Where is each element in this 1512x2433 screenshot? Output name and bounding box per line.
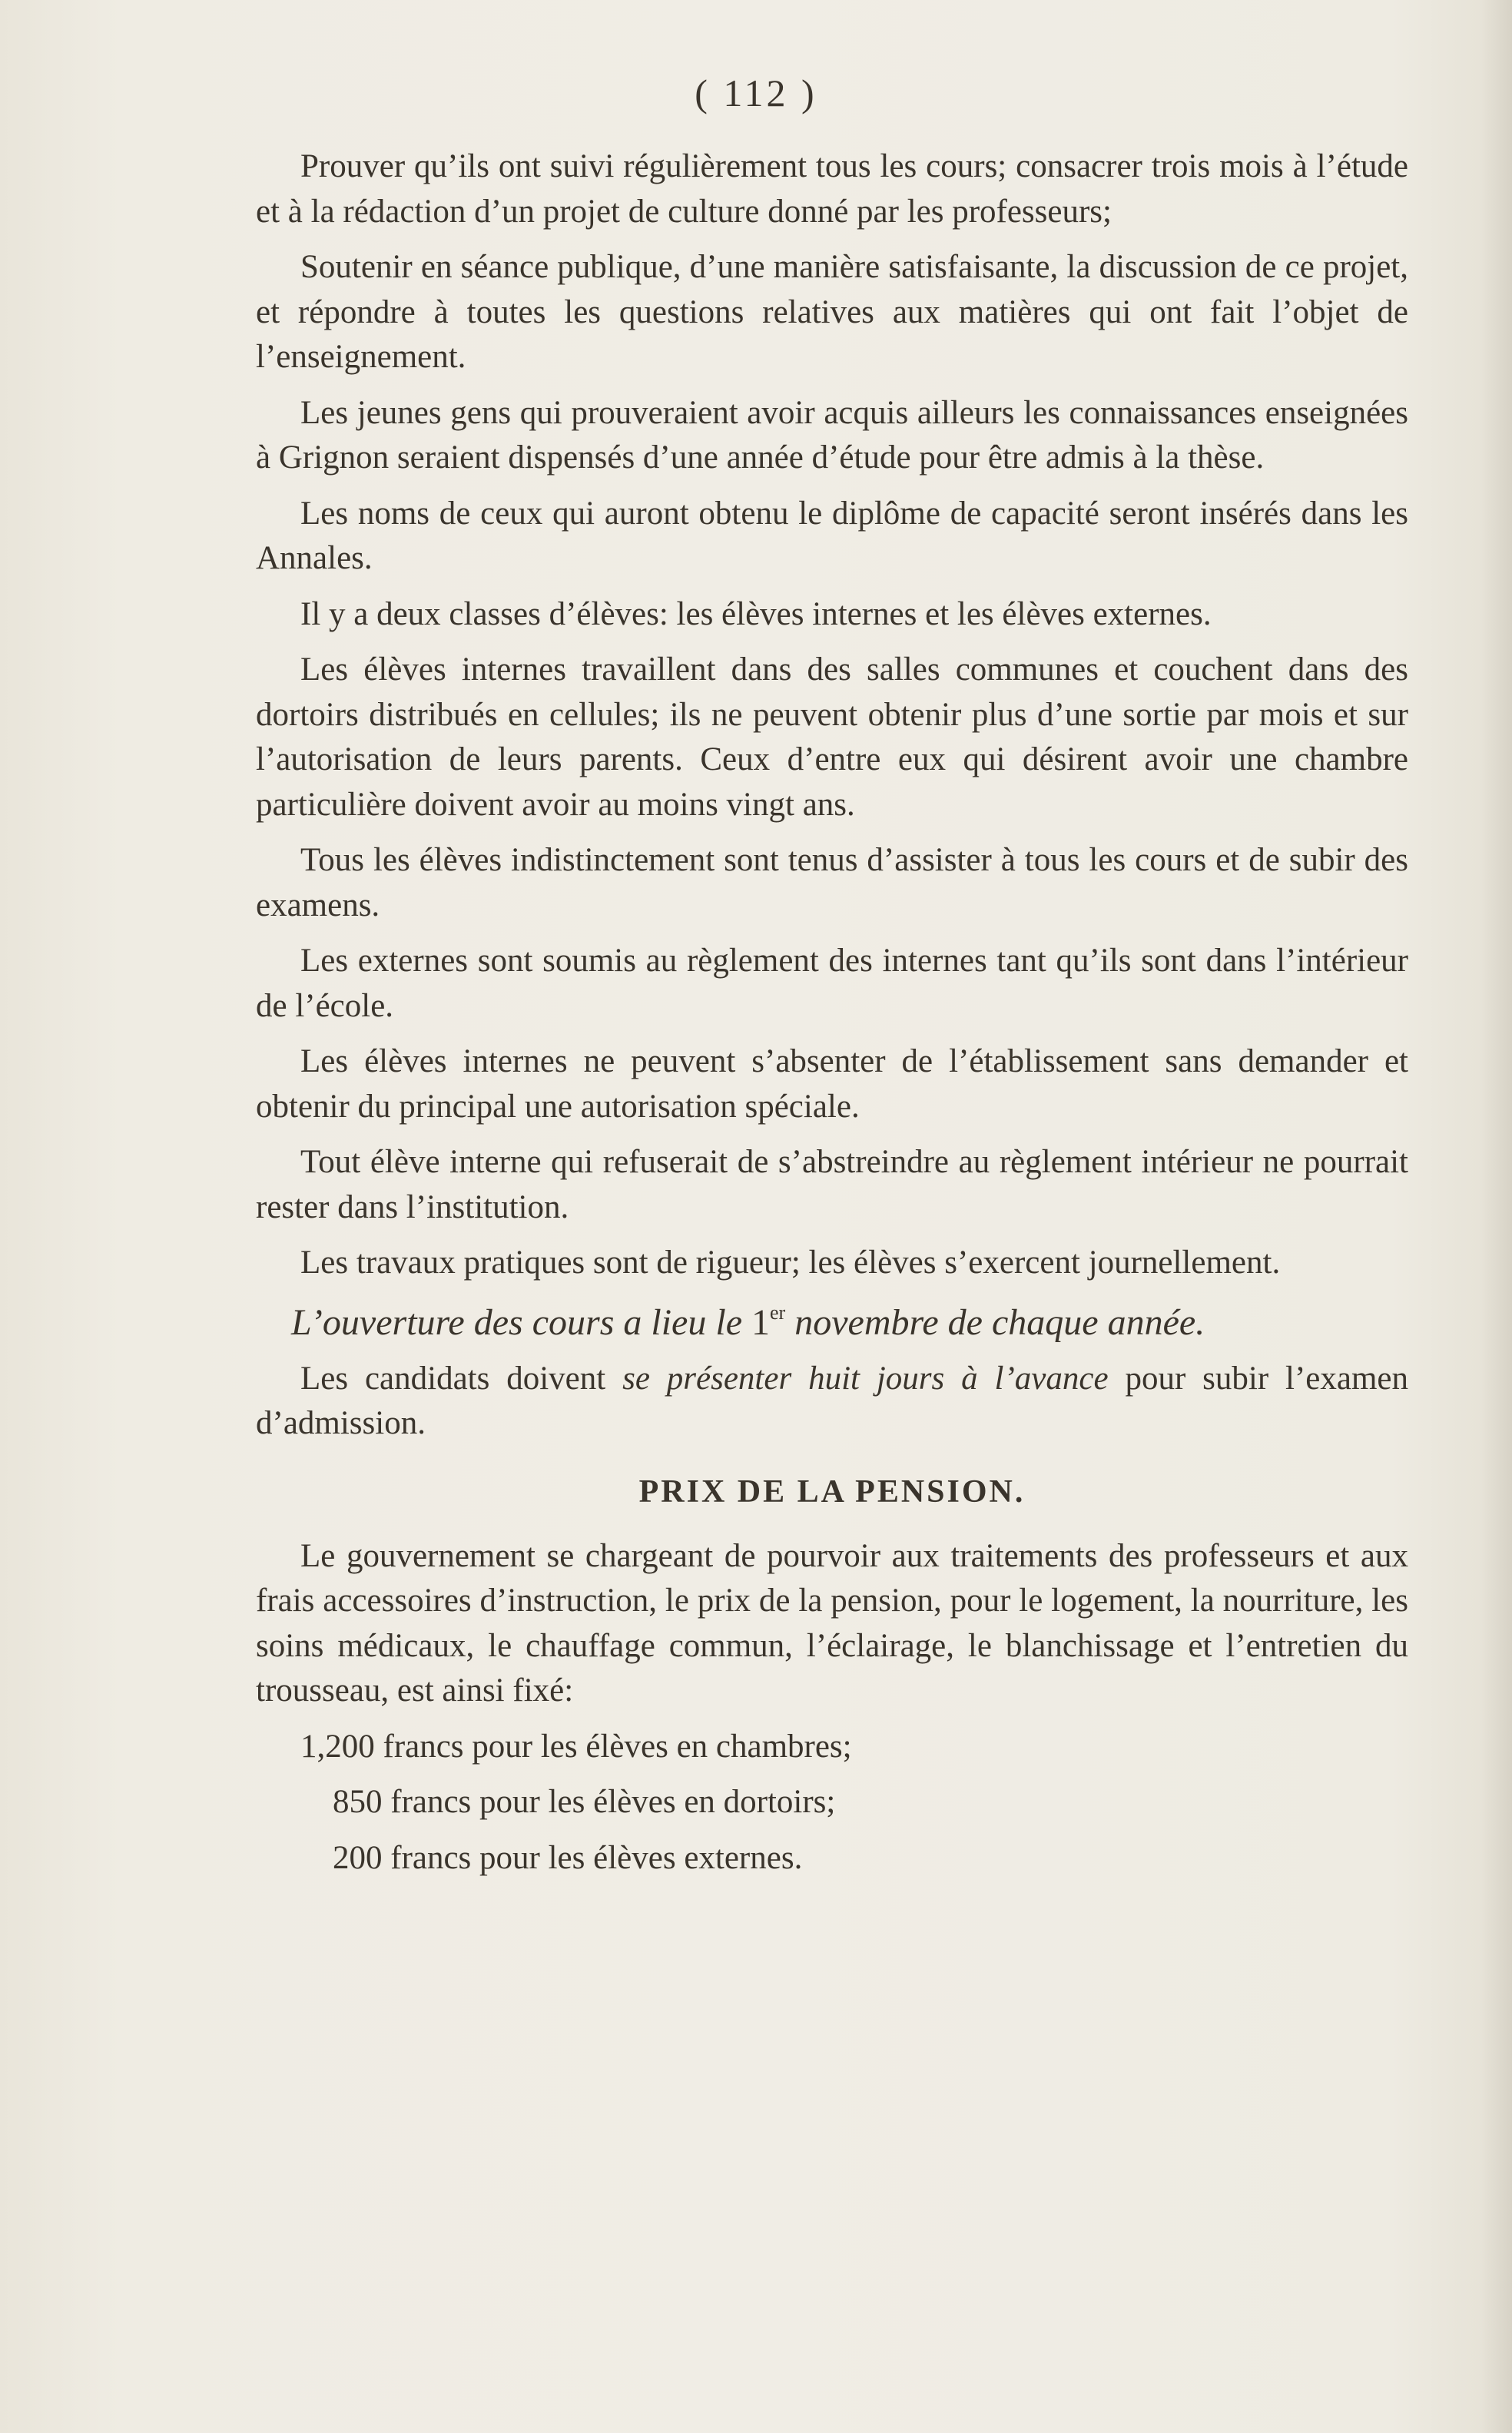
paragraph-public-defense: Soutenir en séance publique, d’une manière satisfaisante, la discussion de ce projet, et répondre à toutes les questions relatives aux matières qui ont fait l’objet de l’enseignement. [256, 249, 1408, 375]
opening-number: 1 [751, 1301, 770, 1343]
candidates-italic: se présenter huit jours à l’avance [622, 1360, 1109, 1397]
price-item-externes: 200 francs pour les élèves externes. [333, 1839, 803, 1876]
opening-before: L’ouverture des cours a lieu le [291, 1301, 751, 1343]
paragraph-internal-regulation: Tout élève interne qui refuserait de s’abstreindre au règlement intérieur ne pourrait rester dans l’institution. [256, 1144, 1408, 1225]
section-heading: PRIX DE LA PENSION. [638, 1473, 1026, 1510]
paragraph-internal-students: Les élèves internes travaillent dans des salles communes et couchent dans des dortoirs distribués en cellules; ils ne peuvent obtenir plus d’une sortie par mois et sur l’autorisation de leurs parents. Ceux d’entre eux qui désirent avoir une chambre particulière doivent avoir au moins vingt ans. [256, 651, 1408, 823]
paragraph-annales: Les noms de ceux qui auront obtenu le diplôme de capacité seront insérés dans les Annales. [256, 495, 1408, 576]
price-item-dortoirs: 850 francs pour les élèves en dortoirs; [333, 1784, 836, 1820]
page-number: ( 112 ) [695, 71, 817, 114]
opening-date-line [256, 1300, 1408, 1346]
paragraph-requirements: Prouver qu’ils ont suivi régulièrement tous les cours; consacrer trois mois à l’étude et à la rédaction d’un projet de culture donné par les professeurs; [256, 148, 1408, 230]
opening-superscript: er [770, 1301, 786, 1324]
page-text-block [256, 144, 1408, 1891]
paragraph-exemption: Les jeunes gens qui prouveraient avoir acquis ailleurs les connaissances enseignées à Grignon seraient dispensés d’une année d’étude pour être admis à la thèse. [256, 394, 1408, 476]
opening-after: novembre de chaque année. [785, 1301, 1205, 1343]
paragraph-practical-work: Les travaux pratiques sont de rigueur; les élèves s’exercent journellement. [300, 1245, 1281, 1281]
paragraph-student-classes: Il y a deux classes d’élèves: les élèves internes et les élèves externes. [300, 595, 1212, 632]
paragraph-external-rules: Les externes sont soumis au règlement des internes tant qu’ils sont dans l’intérieur de l’école. [256, 943, 1408, 1024]
paragraph-absence: Les élèves internes ne peuvent s’absenter de l’établissement sans demander et obtenir du principal une autorisation spéciale. [256, 1043, 1408, 1125]
candidates-before: Les candidats doivent [300, 1360, 623, 1397]
paragraph-candidates [256, 1357, 1408, 1447]
page-edge-shadow [1481, 0, 1512, 2433]
paragraph-attendance: Tous les élèves indistinctement sont tenus d’assister à tous les cours et de subir des examens. [256, 842, 1408, 923]
candidates-after: pour subir l’examen d’admission. [256, 1360, 1408, 1441]
price-item-chambres: 1,200 francs pour les élèves en chambres; [300, 1728, 852, 1765]
paragraph-pension: Le gouvernement se chargeant de pourvoir aux traitements des professeurs et aux frais accessoires d’instruction, le prix de la pension, pour le logement, la nourriture, les soins médicaux, le chauffage commun, l’éclairage, le blanchissage et l’entretien du trousseau, est ainsi fixé: [256, 1537, 1408, 1709]
